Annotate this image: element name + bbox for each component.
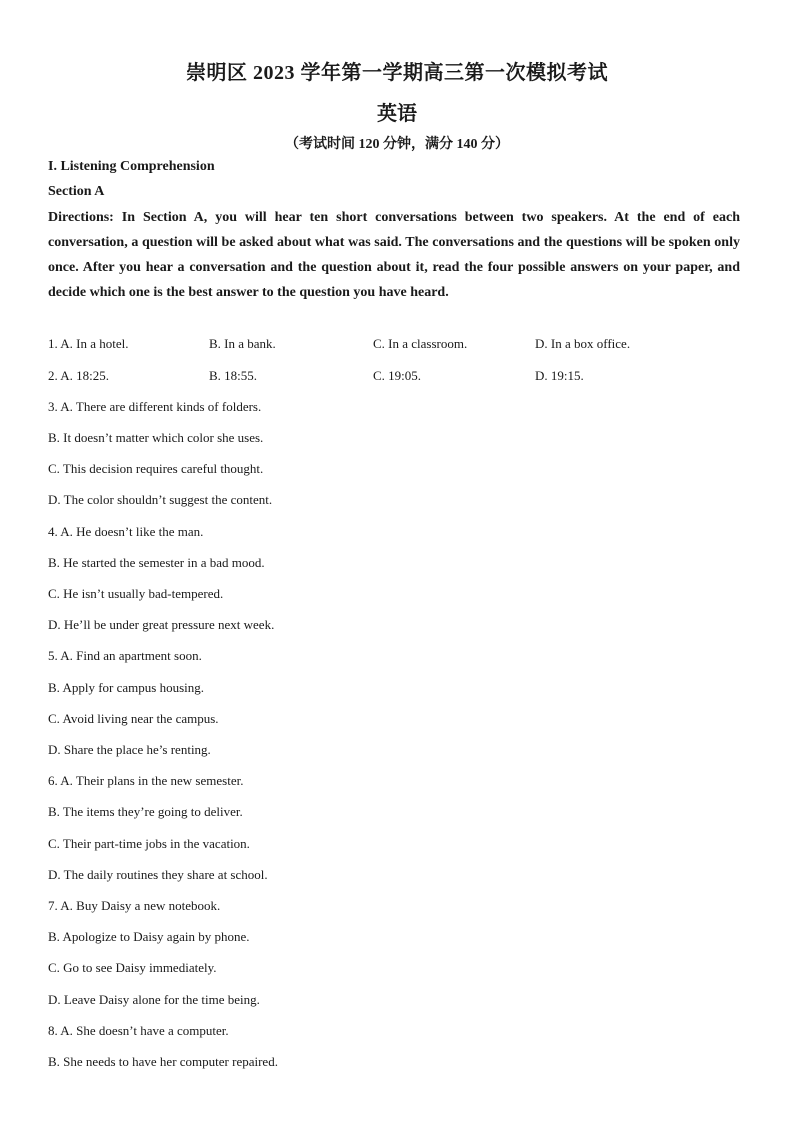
option-3a: 3. A. There are different kinds of folders. — [48, 399, 262, 414]
option-3c: C. This decision requires careful thought. — [48, 461, 264, 476]
option-3d: D. The color shouldn’t suggest the content. — [48, 492, 273, 507]
option-1c: C. In a classroom. — [373, 336, 468, 351]
question-2 — [48, 368, 748, 388]
option-6d: D. The daily routines they share at school. — [48, 867, 268, 882]
option-8b: B. She needs to have her computer repaired. — [48, 1054, 278, 1069]
option-6c: C. Their part-time jobs in the vacation. — [48, 836, 250, 851]
option-8a: 8. A. She doesn’t have a computer. — [48, 1023, 229, 1038]
option-7c: C. Go to see Daisy immediately. — [48, 960, 217, 975]
question-1 — [48, 336, 748, 356]
option-4a: 4. A. He doesn’t like the man. — [48, 524, 204, 539]
option-3b: B. It doesn’t matter which color she uses. — [48, 430, 264, 445]
option-5d: D. Share the place he’s renting. — [48, 742, 211, 757]
option-1a: 1. A. In a hotel. — [48, 336, 129, 351]
option-1d: D. In a box office. — [535, 336, 631, 351]
subject-title: 英语 — [377, 103, 417, 125]
part-heading: I. Listening Comprehension — [48, 159, 215, 174]
option-2c: C. 19:05. — [373, 368, 422, 383]
option-4d: D. He’ll be under great pressure next week. — [48, 617, 275, 632]
option-2a: 2. A. 18:25. — [48, 368, 110, 383]
option-6a: 6. A. Their plans in the new semester. — [48, 773, 244, 788]
option-2d: D. 19:15. — [535, 368, 584, 383]
option-5a: 5. A. Find an apartment soon. — [48, 648, 202, 663]
option-4c: C. He isn’t usually bad-tempered. — [48, 586, 224, 601]
option-4b: B. He started the semester in a bad mood. — [48, 555, 265, 570]
directions-text: Directions: In Section A, you will hear ten short conversations between two speakers. At the end of each conversation, a question will be asked about what was said. The conversations and the questions will be spoken only once. After you hear a conversation and the question about it, read the four possible answers on your paper, and decide which one is the best answer to the question you have heard. — [48, 210, 740, 300]
option-7d: D. Leave Daisy alone for the time being. — [48, 992, 260, 1007]
option-5b: B. Apply for campus housing. — [48, 680, 204, 695]
option-6b: B. The items they’re going to deliver. — [48, 804, 243, 819]
option-7b: B. Apologize to Daisy again by phone. — [48, 929, 250, 944]
option-2b: B. 18:55. — [209, 368, 258, 383]
section-heading: Section A — [48, 184, 105, 199]
exam-title: 崇明区 2023 学年第一学期高三第一次模拟考试 — [186, 62, 608, 84]
option-1b: B. In a bank. — [209, 336, 276, 351]
option-7a: 7. A. Buy Daisy a new notebook. — [48, 898, 221, 913]
exam-time-info: （考试时间 120 分钟，满分 140 分） — [285, 137, 509, 152]
option-5c: C. Avoid living near the campus. — [48, 711, 219, 726]
